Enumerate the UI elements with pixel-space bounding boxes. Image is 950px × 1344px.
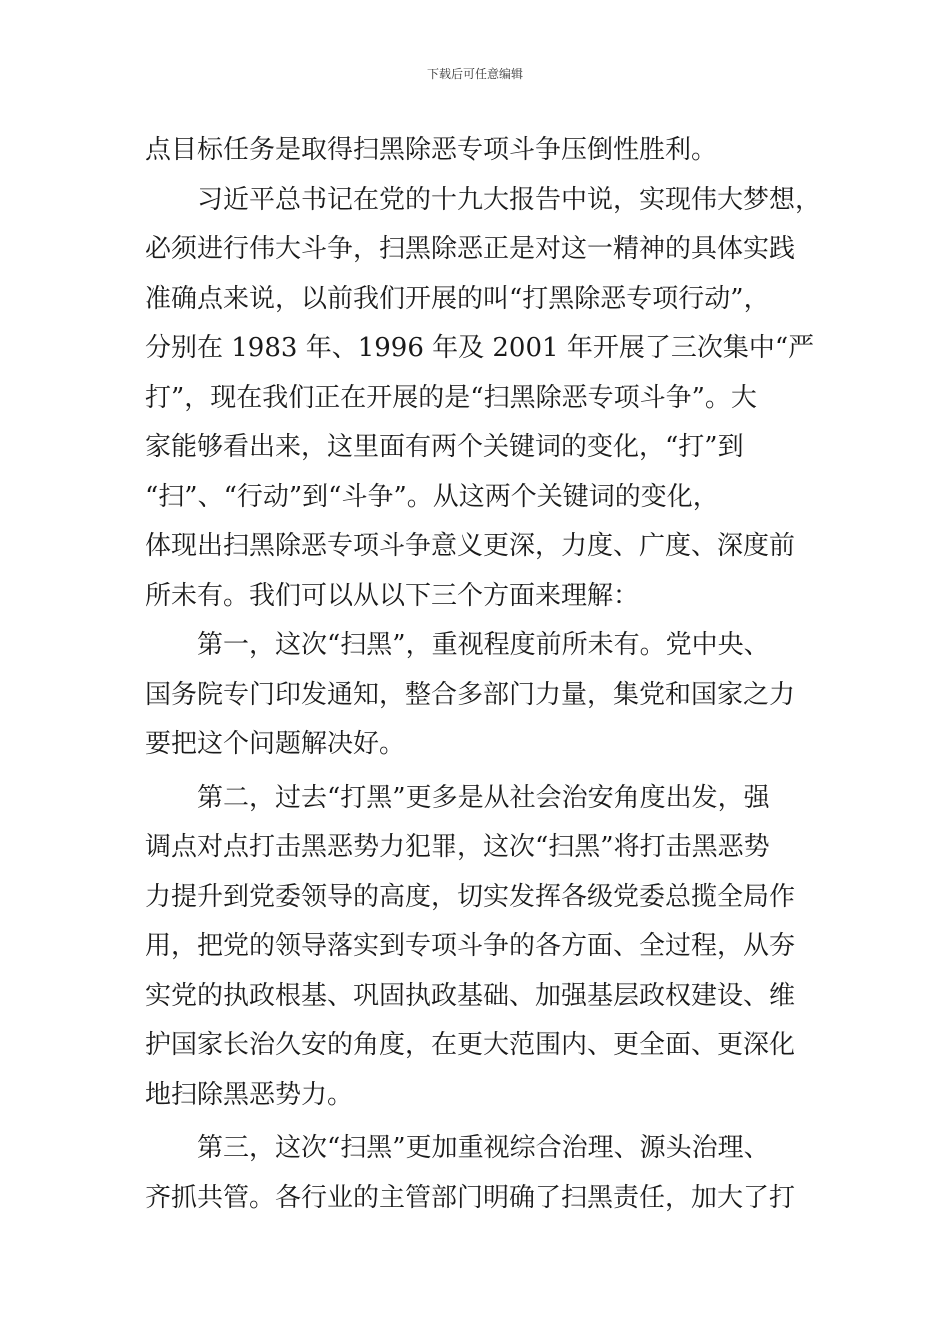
text-line: 力提升到党委领导的高度，切实发挥各级党委总揽全局作 <box>145 881 796 912</box>
text-line: 齐抓共管。各行业的主管部门明确了扫黑责任，加大了打 <box>145 1182 796 1213</box>
text-line: 用，把党的领导落实到专项斗争的各方面、全过程，从夯 <box>145 931 796 961</box>
text-line: 必须进行伟大斗争，扫黑除恶正是对这一精神的具体实践 <box>145 234 796 264</box>
body-text <box>145 126 825 1223</box>
text-line: 护国家长治久安的角度，在更大范围内、更全面、更深化 <box>145 1030 796 1060</box>
text-line: 要把这个问题解决好。 <box>145 729 406 759</box>
paragraph-start-line: 第二，过去“打黑”更多是从社会治安角度出发，强 <box>197 782 770 813</box>
paragraph-start-line: 习近平总书记在党的十九大报告中说，实现伟大梦想， <box>197 184 822 215</box>
text-line: 分别在 1983 年、1996 年及 2001 年开展了三次集中“严 <box>145 333 815 363</box>
text-line: 体现出扫黑除恶专项斗争意义更深，力度、广度、深度前 <box>145 531 796 561</box>
paragraph-start-line: 第三，这次“扫黑”更加重视综合治理、源头治理、 <box>197 1133 770 1163</box>
text-line: 打”，现在我们正在开展的是“扫黑除恶专项斗争”。大 <box>145 382 757 413</box>
text-line: 点目标任务是取得扫黑除恶专项斗争压倒性胜利。 <box>145 135 718 165</box>
text-line: 准确点来说，以前我们开展的叫“打黑除恶专项行动”， <box>145 283 770 314</box>
text-line: 家能够看出来，这里面有两个关键词的变化，“打”到 <box>145 432 744 462</box>
text-line: 国务院专门印发通知，整合多部门力量，集党和国家之力 <box>145 679 796 710</box>
text-line: 调点对点打击黑恶势力犯罪，这次“扫黑”将打击黑恶势 <box>145 832 770 862</box>
text-line: 地扫除黑恶势力。 <box>145 1079 354 1110</box>
text-line: 实党的执政根基、巩固执政基础、加强基层政权建设、维 <box>145 980 796 1011</box>
page-header: 下载后可任意编辑 <box>426 67 523 81</box>
text-line: “扫”、“行动”到“斗争”。从这两个关键词的变化， <box>145 481 719 512</box>
paragraph-start-line: 第一，这次“扫黑”，重视程度前所未有。党中央、 <box>197 630 770 660</box>
text-line: 所未有。我们可以从以下三个方面来理解： <box>145 580 640 611</box>
